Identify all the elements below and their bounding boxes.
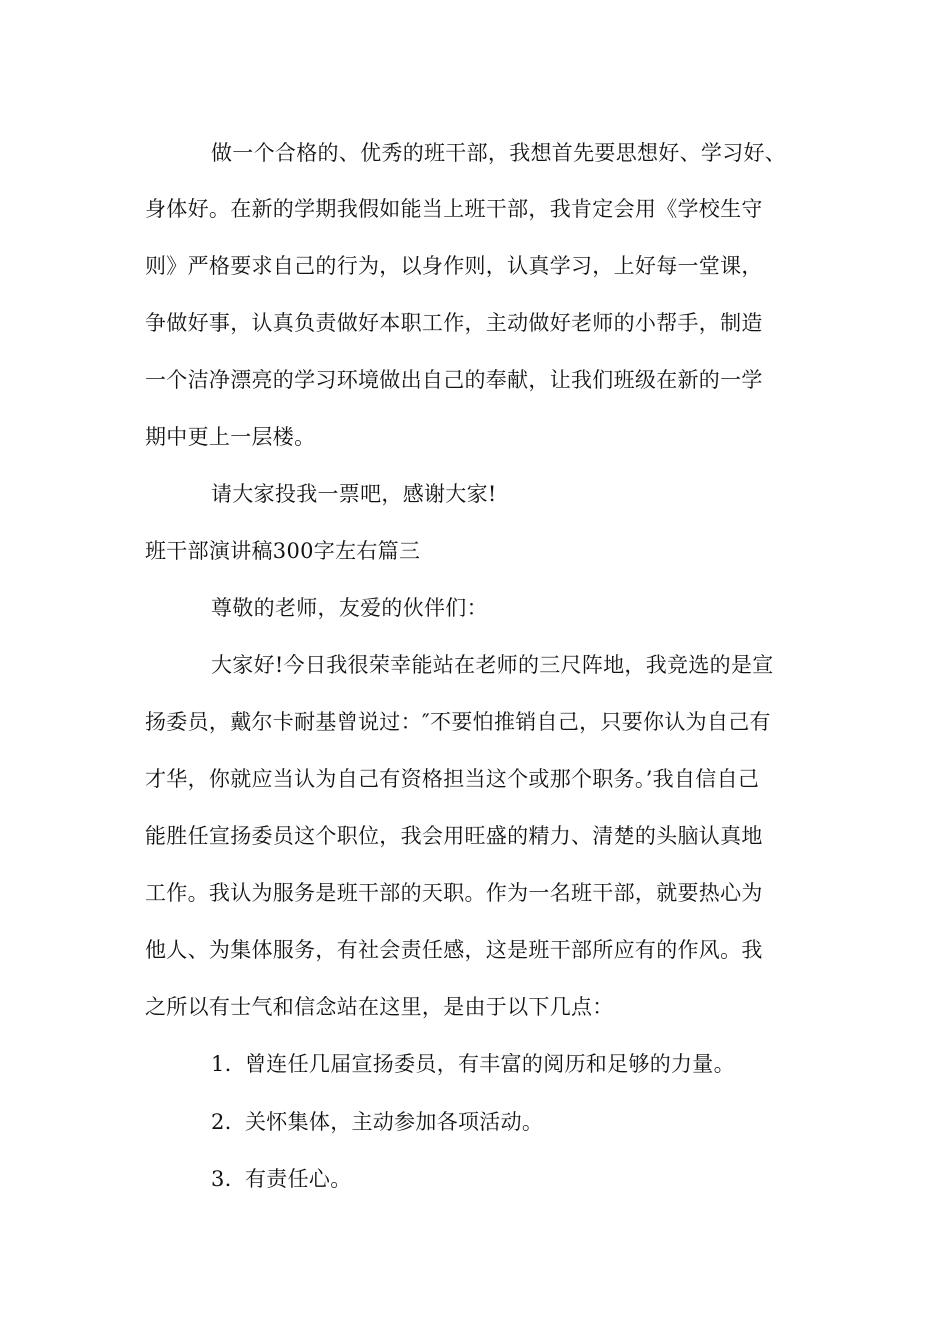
list-item-number: 2. <box>211 1110 232 1134</box>
list-item-text: 曾连任几届宣扬委员，有丰富的阅历和足够的力量。 <box>245 1052 735 1076</box>
list-item-number: 3. <box>211 1167 232 1191</box>
paragraph-line: 他人、为集体服务，有社会责任感，这是班干部所应有的作风。我 <box>145 938 763 962</box>
paragraph-line: 大家好!今日我很荣幸能站在老师的三尺阵地，我竞选的是宣 <box>211 653 774 677</box>
section-title: 班干部演讲稿300字左右篇三 <box>145 539 421 563</box>
list-item-number: 1. <box>211 1052 232 1076</box>
list-item-text: 关怀集体，主动参加各项活动。 <box>245 1110 544 1134</box>
paragraph-line: 一个洁净漂亮的学习环境做出自己的奉献，让我们班级在新的一学 <box>145 368 763 392</box>
list-item <box>211 1165 352 1193</box>
paragraph-line: 身体好。在新的学期我假如能当上班干部，我肯定会用《学校生守 <box>145 197 763 221</box>
paragraph-line: 争做好事，认真负责做好本职工作，主动做好老师的小帮手，制造 <box>145 311 763 335</box>
paragraph-line: 之所以有士气和信念站在这里，是由于以下几点： <box>145 995 614 1019</box>
paragraph-line: 做一个合格的、优秀的班干部，我想首先要思想好、学习好、 <box>211 141 787 165</box>
paragraph-line: 工作。我认为服务是班干部的天职。作为一名班干部，就要热心为 <box>145 881 763 905</box>
list-item <box>211 1050 735 1078</box>
paragraph-line: 能胜任宣扬委员这个职位，我会用旺盛的精力、清楚的头脑认真地 <box>145 824 763 848</box>
paragraph-line: 期中更上一层楼。 <box>145 425 316 449</box>
list-item <box>211 1108 543 1136</box>
greeting-line: 尊敬的老师，友爱的伙伴们： <box>211 596 488 620</box>
paragraph-line: 才华，你就应当认为自己有资格担当这个或那个职务。’我自信自己 <box>145 767 760 791</box>
list-item-text: 有责任心。 <box>245 1167 352 1191</box>
paragraph-line: 扬委员，戴尔卡耐基曾说过：″不要怕推销自己，只要你认为自己有 <box>145 710 771 734</box>
paragraph-line: 则》严格要求自己的行为，以身作则，认真学习，上好每一堂课， <box>145 254 763 278</box>
closing-line: 请大家投我一票吧，感谢大家! <box>211 482 497 506</box>
